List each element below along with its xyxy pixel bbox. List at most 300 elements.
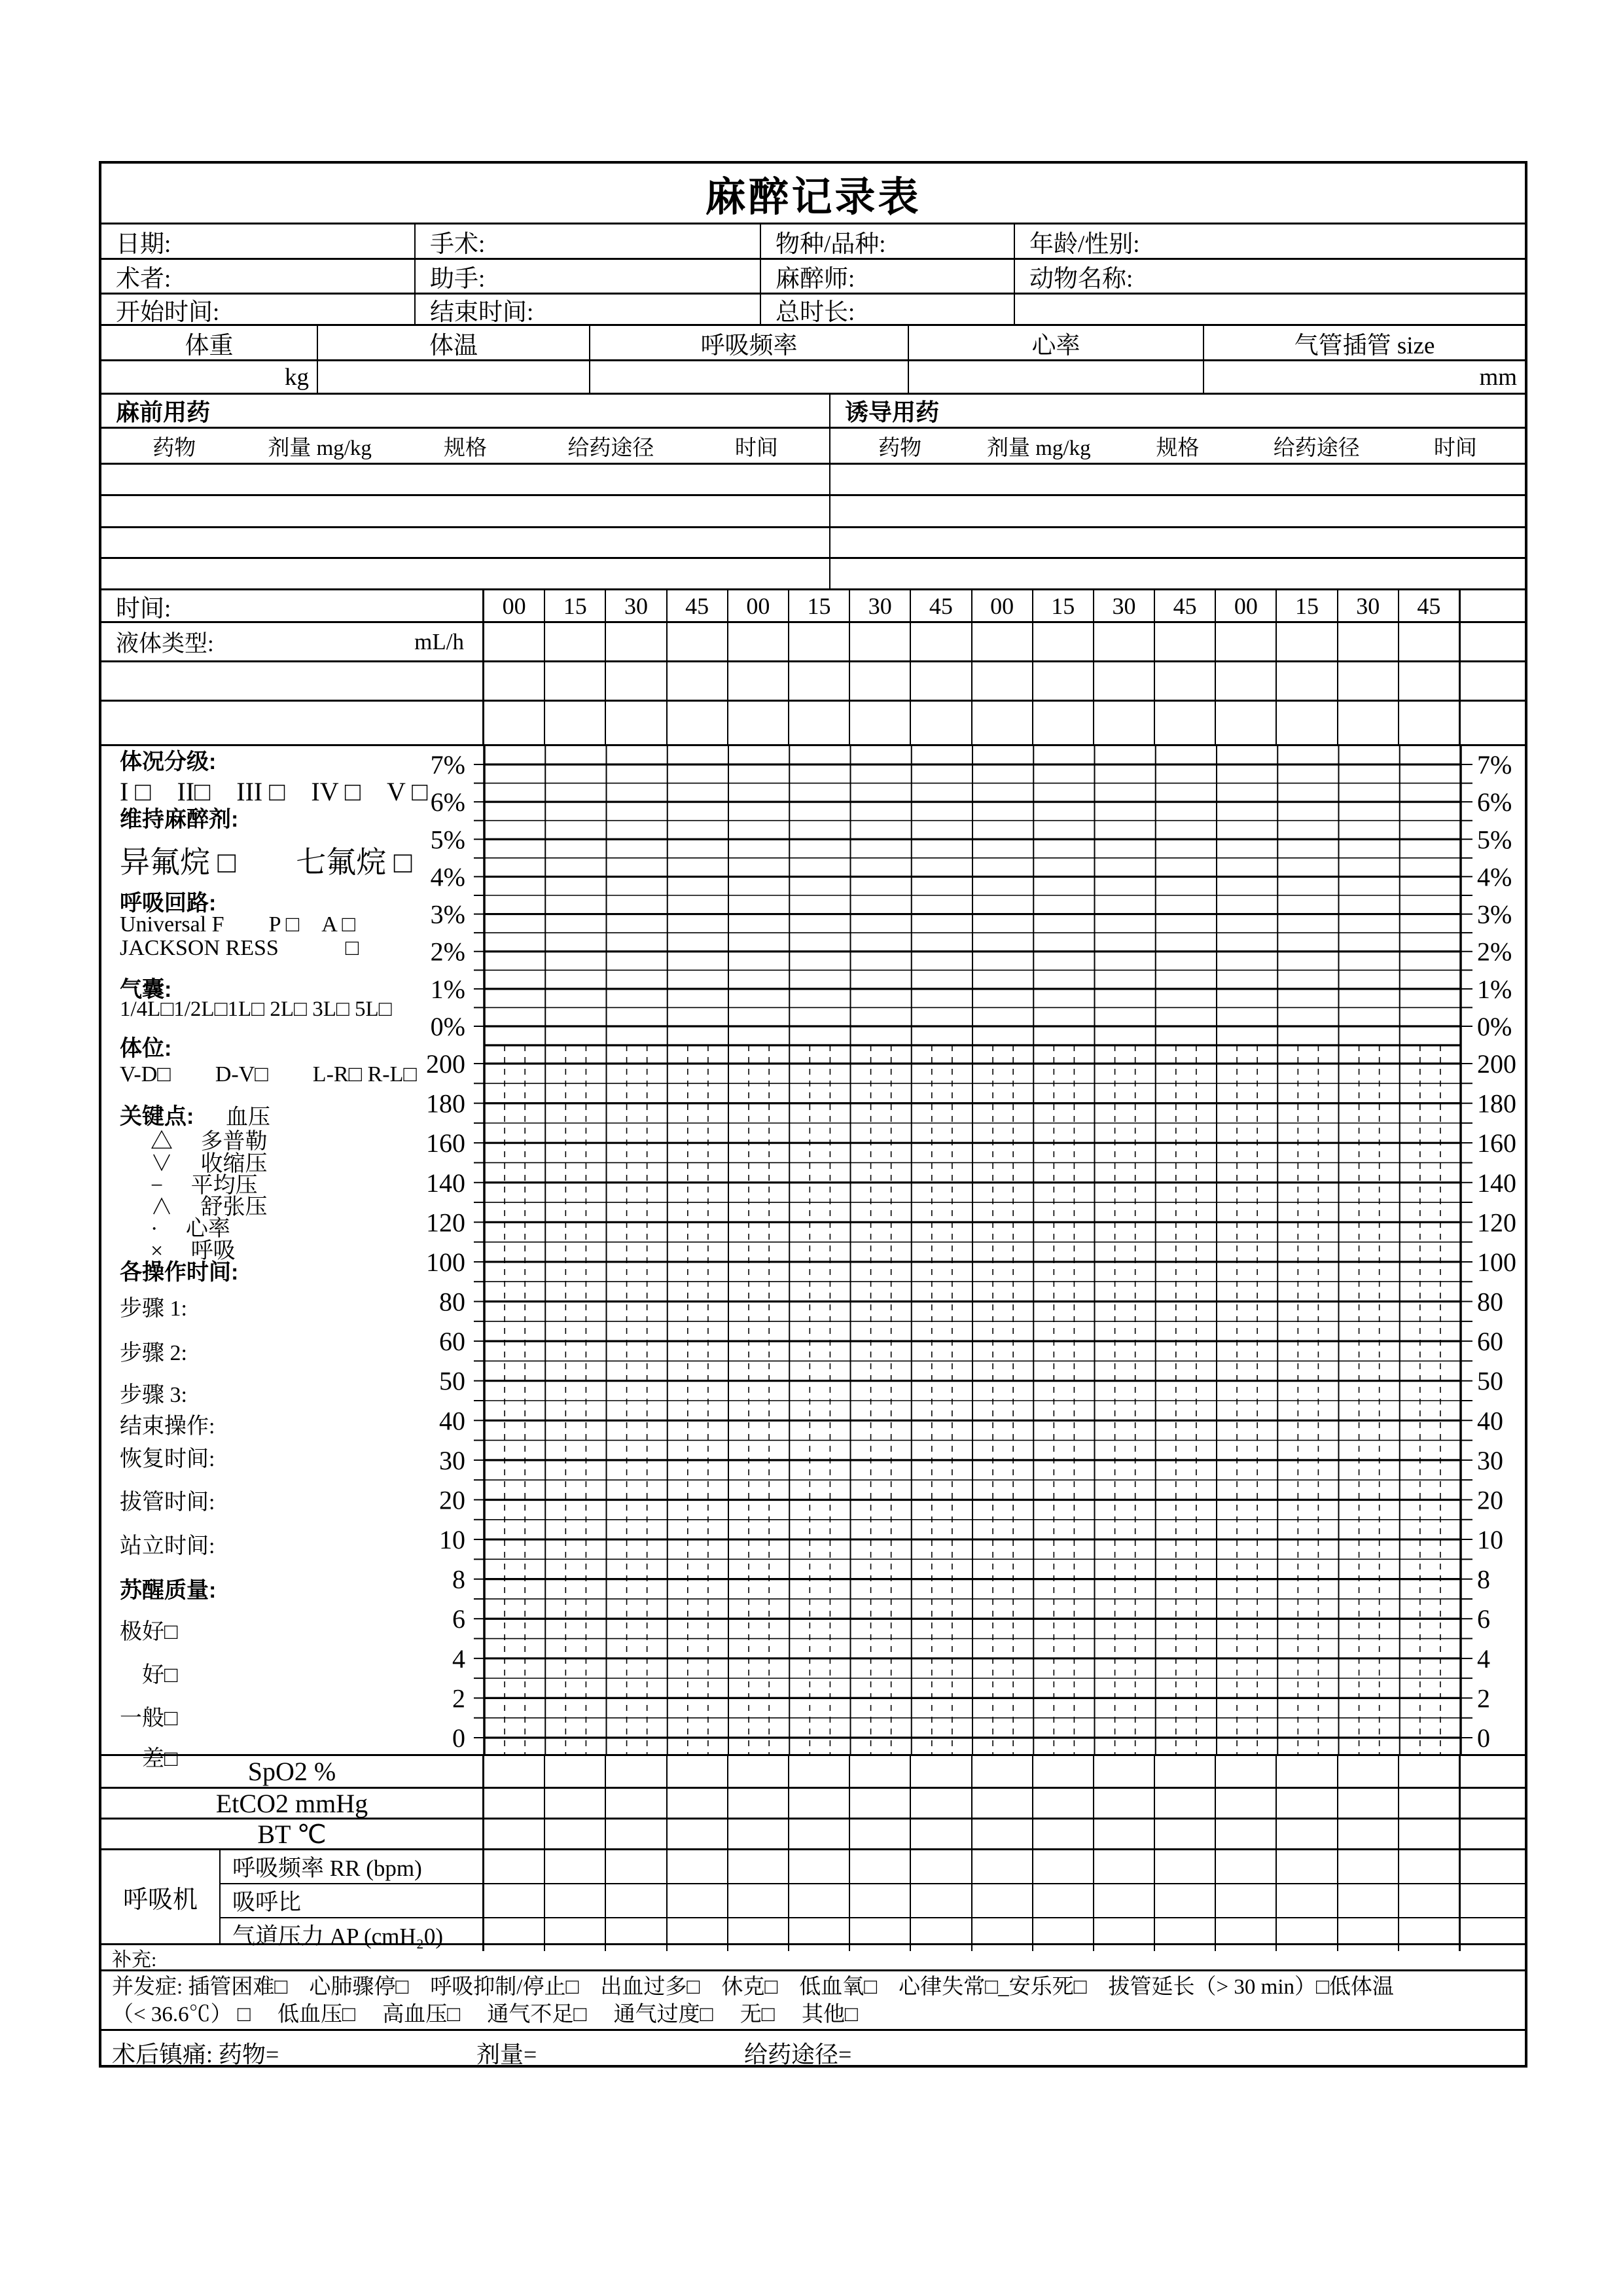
svg-text:1%: 1% xyxy=(430,974,465,1004)
extra-end-cell[interactable] xyxy=(1461,702,1525,744)
med-col-header: 规格 xyxy=(444,436,488,460)
bt-cell[interactable] xyxy=(911,1820,972,1848)
field-date[interactable]: 日期: xyxy=(101,224,416,258)
vent-ap-cells xyxy=(484,1918,1461,1951)
bt-cell[interactable] xyxy=(1216,1820,1277,1848)
extra-cell[interactable] xyxy=(728,662,789,700)
fluid-cell[interactable] xyxy=(911,623,972,660)
induction-entry-cell[interactable] xyxy=(830,465,1525,494)
time-col-header: 15 xyxy=(1033,590,1094,621)
extra-cell[interactable] xyxy=(1094,702,1155,744)
sidebar-label: 步骤 1: xyxy=(120,1297,187,1321)
svg-text:2: 2 xyxy=(452,1683,465,1713)
vent-ap-end[interactable] xyxy=(1461,1918,1525,1951)
field-start-time[interactable]: 开始时间: xyxy=(101,295,416,324)
etco2-cell[interactable] xyxy=(972,1789,1033,1818)
vent-ap-cell[interactable] xyxy=(850,1918,911,1951)
time-col-header: 30 xyxy=(606,590,667,621)
extra-cell[interactable] xyxy=(789,702,850,744)
vent-ie-cell[interactable] xyxy=(668,1884,728,1917)
postop-row xyxy=(101,2031,1525,2068)
vent-rr-cell[interactable] xyxy=(1277,1850,1338,1883)
vent-ie-cell[interactable] xyxy=(1216,1884,1277,1917)
extra-cell[interactable] xyxy=(1338,702,1399,744)
bt-cell[interactable] xyxy=(1399,1820,1459,1848)
bt-cell[interactable] xyxy=(484,1820,545,1848)
vent-ap-cell[interactable] xyxy=(972,1918,1033,1951)
extra-cell[interactable] xyxy=(545,662,606,700)
bt-cell[interactable] xyxy=(606,1820,667,1848)
med-row xyxy=(101,528,1525,559)
spo2-cell[interactable] xyxy=(1399,1756,1459,1787)
extra-cell[interactable] xyxy=(606,702,667,744)
etco2-cell[interactable] xyxy=(606,1789,667,1818)
bt-cells xyxy=(484,1820,1461,1848)
premed-title: 麻前用药 xyxy=(101,395,830,427)
svg-text:2%: 2% xyxy=(430,937,465,967)
vent-ap-cell[interactable] xyxy=(1399,1918,1459,1951)
svg-text:0%: 0% xyxy=(1477,1012,1512,1041)
svg-text:60: 60 xyxy=(439,1327,465,1357)
bt-cell[interactable] xyxy=(545,1820,606,1848)
spo2-cells xyxy=(484,1756,1461,1787)
vent-ap-cell[interactable] xyxy=(668,1918,728,1951)
fluid-cell[interactable] xyxy=(1277,623,1338,660)
bt-cell[interactable] xyxy=(1033,1820,1094,1848)
spo2-cell[interactable] xyxy=(606,1756,667,1787)
chart-sidebar xyxy=(101,746,484,1771)
spo2-cell[interactable] xyxy=(789,1756,850,1787)
extra-label-cell[interactable] xyxy=(101,702,484,744)
vent-rr-cell[interactable] xyxy=(850,1850,911,1883)
sidebar-label: 站立时间: xyxy=(120,1534,215,1558)
vent-ie-cell[interactable] xyxy=(1033,1884,1094,1917)
field-anesthetist[interactable]: 麻醉师: xyxy=(761,260,1015,293)
vent-ap-cell[interactable] xyxy=(728,1918,789,1951)
ventilator-ap-row xyxy=(221,1918,1525,1951)
fluid-cell[interactable] xyxy=(606,623,667,660)
vent-ap-cell[interactable] xyxy=(545,1918,606,1951)
sidebar-label: 呼吸回路: xyxy=(120,891,217,916)
extra-cell[interactable] xyxy=(606,662,667,700)
svg-text:10: 10 xyxy=(439,1525,465,1555)
vent-ie-end[interactable] xyxy=(1461,1884,1525,1917)
med-col-header: 给药途径 xyxy=(1273,436,1360,460)
time-col-header: 00 xyxy=(972,590,1033,621)
svg-text:160: 160 xyxy=(426,1128,465,1158)
supplement-label[interactable]: 补充: xyxy=(112,1948,157,1971)
fluid-cell[interactable] xyxy=(1399,623,1459,660)
induction-entry-cell[interactable] xyxy=(830,528,1525,557)
premed-entry-cell[interactable] xyxy=(101,559,830,588)
vent-ap-cell[interactable] xyxy=(484,1918,545,1951)
extra-cell[interactable] xyxy=(484,662,545,700)
extra-grid-row xyxy=(101,702,1525,746)
med-col-header: 给药途径 xyxy=(567,436,654,460)
vent-ie-cell[interactable] xyxy=(850,1884,911,1917)
ventilator-ap-label: 气道压力 AP (cmH₂0) xyxy=(221,1918,484,1951)
fluid-cell[interactable] xyxy=(972,623,1033,660)
extra-cell[interactable] xyxy=(850,662,911,700)
fluid-cell[interactable] xyxy=(484,623,545,660)
etco2-label: EtCO2 mmHg xyxy=(101,1789,484,1818)
extra-cells xyxy=(484,702,1461,744)
vent-rr-cell[interactable] xyxy=(668,1850,728,1883)
time-col-header: 45 xyxy=(668,590,728,621)
info-row-1 xyxy=(101,224,1525,260)
extra-end-cell[interactable] xyxy=(1461,662,1525,700)
time-col-header: 15 xyxy=(1277,590,1338,621)
svg-text:40: 40 xyxy=(1477,1406,1503,1436)
sidebar-checkbox-option[interactable]: 1/4L□1/2L□1L□ 2L□ 3L□ 5L□ xyxy=(120,997,392,1021)
ventilator-block xyxy=(101,1850,1525,1949)
vent-ie-cell[interactable] xyxy=(1399,1884,1459,1917)
extra-cell[interactable] xyxy=(1277,702,1338,744)
extra-cell[interactable] xyxy=(1033,702,1094,744)
svg-text:200: 200 xyxy=(426,1049,465,1079)
vent-ie-cell[interactable] xyxy=(911,1884,972,1917)
vent-ie-cell[interactable] xyxy=(1155,1884,1216,1917)
spo2-label: SpO2 % xyxy=(101,1756,484,1787)
extra-cell[interactable] xyxy=(668,662,728,700)
svg-text:4%: 4% xyxy=(430,862,465,892)
sidebar-checkbox-option[interactable]: V-D□ D-V□ L-R□ R-L□ xyxy=(120,1062,417,1086)
fluid-cell[interactable] xyxy=(1094,623,1155,660)
etco2-cell[interactable] xyxy=(789,1789,850,1818)
svg-text:3%: 3% xyxy=(430,899,465,929)
spo2-cell[interactable] xyxy=(728,1756,789,1787)
extra-cell[interactable] xyxy=(1155,702,1216,744)
sidebar-label: 体位: xyxy=(120,1036,172,1061)
etco2-cell[interactable] xyxy=(1399,1789,1459,1818)
vent-ap-cell[interactable] xyxy=(1216,1918,1277,1951)
extra-cell[interactable] xyxy=(1399,662,1459,700)
vent-ap-cell[interactable] xyxy=(1033,1918,1094,1951)
etco2-cell[interactable] xyxy=(1277,1789,1338,1818)
med-col-header: 时间 xyxy=(734,436,778,460)
fluid-cell[interactable] xyxy=(1216,623,1277,660)
time-extra-cell[interactable] xyxy=(1461,590,1525,621)
vent-rr-cell[interactable] xyxy=(484,1850,545,1883)
field-age-sex[interactable]: 年龄/性别: xyxy=(1029,230,1140,258)
vent-rr-cell[interactable] xyxy=(1399,1850,1459,1883)
etco2-cell[interactable] xyxy=(728,1789,789,1818)
field-surgeon[interactable]: 术者: xyxy=(101,260,416,293)
sidebar-checkbox-option[interactable]: Universal F P □ A □ xyxy=(120,912,355,937)
sidebar-label: ∨ 收缩压 xyxy=(151,1152,268,1176)
med-row xyxy=(101,496,1525,528)
extra-cell[interactable] xyxy=(545,702,606,744)
page-title: 麻醉记录表 xyxy=(705,174,921,220)
hr-cell[interactable] xyxy=(909,361,1204,393)
spo2-cell[interactable] xyxy=(850,1756,911,1787)
svg-text:10: 10 xyxy=(1477,1525,1503,1555)
med-col-header: 规格 xyxy=(1156,436,1200,460)
field-animal-name[interactable]: 动物名称: xyxy=(1029,266,1133,293)
etco2-cell[interactable] xyxy=(911,1789,972,1818)
postop-dose-label[interactable]: 剂量= xyxy=(476,2041,537,2068)
svg-text:120: 120 xyxy=(1477,1208,1516,1238)
fluid-unit-label: mL/h xyxy=(414,628,464,655)
time-col-header: 30 xyxy=(1338,590,1399,621)
sidebar-checkbox-option[interactable]: JACKSON RESS □ xyxy=(120,936,359,960)
fluid-extra-cell[interactable] xyxy=(1461,623,1525,660)
svg-text:160: 160 xyxy=(1477,1128,1516,1158)
spo2-cell[interactable] xyxy=(1033,1756,1094,1787)
spo2-cell[interactable] xyxy=(1277,1756,1338,1787)
svg-text:6: 6 xyxy=(1477,1604,1490,1634)
vent-rr-cell[interactable] xyxy=(1094,1850,1155,1883)
sidebar-label: 关键点: xyxy=(120,1104,194,1129)
extra-label-cell[interactable] xyxy=(101,662,484,700)
extra-cell[interactable] xyxy=(1155,662,1216,700)
vent-rr-cell[interactable] xyxy=(545,1850,606,1883)
fluid-row xyxy=(101,623,1525,662)
time-col-header: 15 xyxy=(545,590,606,621)
vent-rr-cell[interactable] xyxy=(1033,1850,1094,1883)
field-species[interactable]: 物种/品种: xyxy=(761,224,1015,258)
vent-ap-cell[interactable] xyxy=(1094,1918,1155,1951)
premed-entry-cell[interactable] xyxy=(101,465,830,494)
fluid-cell[interactable] xyxy=(1155,623,1216,660)
induction-entry-cell[interactable] xyxy=(830,496,1525,526)
time-col-header: 45 xyxy=(1155,590,1216,621)
bt-cell[interactable] xyxy=(1277,1820,1338,1848)
time-col-header: 30 xyxy=(850,590,911,621)
bt-cell[interactable] xyxy=(850,1820,911,1848)
vitals-weight-header: 体重 xyxy=(101,326,318,359)
sidebar-label: × 呼吸 xyxy=(151,1239,236,1263)
field-surgery[interactable]: 手术: xyxy=(416,224,761,258)
extra-cell[interactable] xyxy=(789,662,850,700)
bt-cell[interactable] xyxy=(789,1820,850,1848)
svg-text:8: 8 xyxy=(1477,1564,1490,1594)
spo2-cell[interactable] xyxy=(1338,1756,1399,1787)
svg-text:140: 140 xyxy=(1477,1168,1516,1198)
field-assistant[interactable]: 助手: xyxy=(416,260,761,293)
extra-cell[interactable] xyxy=(728,702,789,744)
fluid-cell[interactable] xyxy=(668,623,728,660)
extra-cell[interactable] xyxy=(972,662,1033,700)
fluid-cell[interactable] xyxy=(850,623,911,660)
etco2-cell[interactable] xyxy=(545,1789,606,1818)
spo2-cell[interactable] xyxy=(1094,1756,1155,1787)
sidebar-checkbox-option[interactable]: 极好□ xyxy=(120,1620,178,1644)
svg-text:20: 20 xyxy=(439,1485,465,1515)
vent-ap-cell[interactable] xyxy=(1338,1918,1399,1951)
vitals-hr-header: 心率 xyxy=(909,326,1204,359)
bt-cell[interactable] xyxy=(1338,1820,1399,1848)
vent-rr-cells xyxy=(484,1850,1461,1883)
spo2-cell[interactable] xyxy=(972,1756,1033,1787)
etco2-cell[interactable] xyxy=(1155,1789,1216,1818)
sidebar-label: 步骤 3: xyxy=(120,1383,187,1407)
vent-rr-cell[interactable] xyxy=(1155,1850,1216,1883)
extra-cell[interactable] xyxy=(911,662,972,700)
bt-cell[interactable] xyxy=(972,1820,1033,1848)
etco2-cell[interactable] xyxy=(668,1789,728,1818)
spo2-cell[interactable] xyxy=(911,1756,972,1787)
vent-rr-cell[interactable] xyxy=(911,1850,972,1883)
fluid-type-label: 液体类型: xyxy=(116,630,214,656)
svg-text:40: 40 xyxy=(439,1406,465,1436)
svg-text:30: 30 xyxy=(439,1445,465,1475)
weight-kg-cell[interactable]: kg xyxy=(101,361,318,393)
induction-title: 诱导用药 xyxy=(845,399,940,425)
rr-cell[interactable] xyxy=(590,361,909,393)
extra-cell[interactable] xyxy=(1338,662,1399,700)
med-row xyxy=(101,465,1525,496)
fluid-cell[interactable] xyxy=(1338,623,1399,660)
vent-ap-cell[interactable] xyxy=(606,1918,667,1951)
vent-ie-cell[interactable] xyxy=(1338,1884,1399,1917)
vent-ap-cell[interactable] xyxy=(1277,1918,1338,1951)
time-col-header: 30 xyxy=(1094,590,1155,621)
etco2-cell[interactable] xyxy=(484,1789,545,1818)
svg-text:0: 0 xyxy=(1477,1723,1490,1753)
extra-cell[interactable] xyxy=(484,702,545,744)
extra-cell[interactable] xyxy=(911,702,972,744)
svg-text:100: 100 xyxy=(1477,1247,1516,1277)
field-empty[interactable] xyxy=(1015,295,1525,324)
vent-ie-cell[interactable] xyxy=(728,1884,789,1917)
spo2-cell[interactable] xyxy=(1216,1756,1277,1787)
time-label: 时间: xyxy=(101,590,484,621)
extra-cell[interactable] xyxy=(850,702,911,744)
etco2-cell[interactable] xyxy=(1094,1789,1155,1818)
fluid-label-cell xyxy=(101,623,484,660)
svg-text:7%: 7% xyxy=(1477,750,1512,780)
vent-ie-cell[interactable] xyxy=(545,1884,606,1917)
temp-cell[interactable] xyxy=(318,361,590,393)
extra-cell[interactable] xyxy=(1277,662,1338,700)
etco2-cells xyxy=(484,1789,1461,1818)
med-row xyxy=(101,559,1525,590)
spo2-end-cell[interactable] xyxy=(1461,1756,1525,1787)
svg-text:3%: 3% xyxy=(1477,899,1512,929)
sidebar-label: · 心率 xyxy=(151,1217,230,1241)
svg-text:60: 60 xyxy=(1477,1327,1503,1357)
chart-section xyxy=(101,746,1525,1771)
premed-entry-cell[interactable] xyxy=(101,496,830,526)
fluid-cell[interactable] xyxy=(728,623,789,660)
spo2-cell[interactable] xyxy=(1155,1756,1216,1787)
vent-rr-cell[interactable] xyxy=(1216,1850,1277,1883)
bt-end-cell[interactable] xyxy=(1461,1820,1525,1848)
anesthesia-record-form xyxy=(99,161,1527,2068)
vent-ie-cell[interactable] xyxy=(789,1884,850,1917)
vitals-header-row xyxy=(101,326,1525,361)
sidebar-label: 血压 xyxy=(226,1105,270,1130)
bt-cell[interactable] xyxy=(728,1820,789,1848)
premed-entry-cell[interactable] xyxy=(101,528,830,557)
vent-ap-cell[interactable] xyxy=(1155,1918,1216,1951)
postop-route-label[interactable]: 给药途径= xyxy=(744,2041,852,2068)
svg-text:0%: 0% xyxy=(430,1012,465,1041)
etco2-cell[interactable] xyxy=(1216,1789,1277,1818)
etco2-cell[interactable] xyxy=(850,1789,911,1818)
etco2-end-cell[interactable] xyxy=(1461,1789,1525,1818)
ventilator-rr-label: 呼吸频率 RR (bpm) xyxy=(221,1850,484,1883)
field-end-time[interactable]: 结束时间: xyxy=(416,295,761,324)
extra-cell[interactable] xyxy=(972,702,1033,744)
vent-ie-cell[interactable] xyxy=(484,1884,545,1917)
bt-cell[interactable] xyxy=(668,1820,728,1848)
vent-rr-cell[interactable] xyxy=(728,1850,789,1883)
svg-text:8: 8 xyxy=(452,1564,465,1594)
extra-cell[interactable] xyxy=(1216,702,1277,744)
vent-ie-cell[interactable] xyxy=(1277,1884,1338,1917)
vent-ap-cell[interactable] xyxy=(789,1918,850,1951)
sidebar-label: △ 多普勒 xyxy=(151,1130,268,1154)
sidebar-checkbox-option[interactable]: 差□ xyxy=(142,1747,178,1771)
sidebar-checkbox-option[interactable]: 好□ xyxy=(142,1663,178,1687)
spo2-cell[interactable] xyxy=(484,1756,545,1787)
ventilator-ie-row xyxy=(221,1884,1525,1918)
spo2-cell[interactable] xyxy=(668,1756,728,1787)
vent-ie-cell[interactable] xyxy=(1094,1884,1155,1917)
svg-text:6%: 6% xyxy=(430,787,465,817)
etco2-cell[interactable] xyxy=(1338,1789,1399,1818)
vent-rr-cell[interactable] xyxy=(972,1850,1033,1883)
spo2-cell[interactable] xyxy=(545,1756,606,1787)
time-col-header: 45 xyxy=(911,590,972,621)
vent-ie-cell[interactable] xyxy=(972,1884,1033,1917)
ventilator-ie-label: 吸呼比 xyxy=(221,1884,484,1917)
sidebar-label: 拔管时间: xyxy=(120,1490,215,1515)
sidebar-checkbox-option[interactable]: I □ II□ III □ IV □ V □ xyxy=(120,777,428,806)
extra-cell[interactable] xyxy=(1216,662,1277,700)
vent-rr-cell[interactable] xyxy=(789,1850,850,1883)
fluid-cell[interactable] xyxy=(789,623,850,660)
extra-cell[interactable] xyxy=(1033,662,1094,700)
time-columns xyxy=(484,590,1461,621)
sidebar-label: 气囊: xyxy=(120,977,172,1002)
extra-cell[interactable] xyxy=(1399,702,1459,744)
med-col-header: 时间 xyxy=(1433,436,1477,460)
induction-col-headers xyxy=(830,431,1525,461)
sidebar-checkbox-option[interactable]: 异氟烷 □ 七氟烷 □ xyxy=(120,846,412,879)
fluid-cell[interactable] xyxy=(1033,623,1094,660)
med-col-header: 剂量 mg/kg xyxy=(987,436,1091,460)
etco2-cell[interactable] xyxy=(1033,1789,1094,1818)
vent-rr-cell[interactable] xyxy=(606,1850,667,1883)
vent-rr-end[interactable] xyxy=(1461,1850,1525,1883)
vent-ap-cell[interactable] xyxy=(911,1918,972,1951)
postop-drug-label[interactable]: 术后镇痛: 药物= xyxy=(112,2041,279,2068)
extra-cell[interactable] xyxy=(1094,662,1155,700)
sidebar-label: 各操作时间: xyxy=(120,1260,239,1285)
tube-mm-cell[interactable]: mm xyxy=(1479,363,1517,391)
complications-line1[interactable]: 并发症: 插管困难□ 心肺骤停□ 呼吸抑制/停止□ 出血过多□ 休克□ 低血氧□ 心律失常□_安乐死□ 拔管延长（> 30 min）□低体温 xyxy=(112,1975,1394,1999)
bt-cell[interactable] xyxy=(1094,1820,1155,1848)
bt-cell[interactable] xyxy=(1155,1820,1216,1848)
vent-ie-cell[interactable] xyxy=(606,1884,667,1917)
svg-text:4%: 4% xyxy=(1477,862,1512,892)
extra-cell[interactable] xyxy=(668,702,728,744)
sidebar-checkbox-option[interactable]: 一般□ xyxy=(120,1706,178,1731)
sidebar-label: − 平均压 xyxy=(151,1174,258,1198)
fluid-cell[interactable] xyxy=(545,623,606,660)
svg-text:140: 140 xyxy=(426,1168,465,1198)
vent-rr-cell[interactable] xyxy=(1338,1850,1399,1883)
field-total-duration[interactable]: 总时长: xyxy=(761,295,1015,324)
info-row-3 xyxy=(101,295,1525,326)
info-row-2 xyxy=(101,260,1525,295)
sidebar-label: 步骤 2: xyxy=(120,1341,187,1365)
complications-line2[interactable]: （< 36.6℃） □ 低血压□ 高血压□ 通气不足□ 通气过度□ 无□ 其他□ xyxy=(112,2003,858,2027)
induction-entry-cell[interactable] xyxy=(830,559,1525,588)
